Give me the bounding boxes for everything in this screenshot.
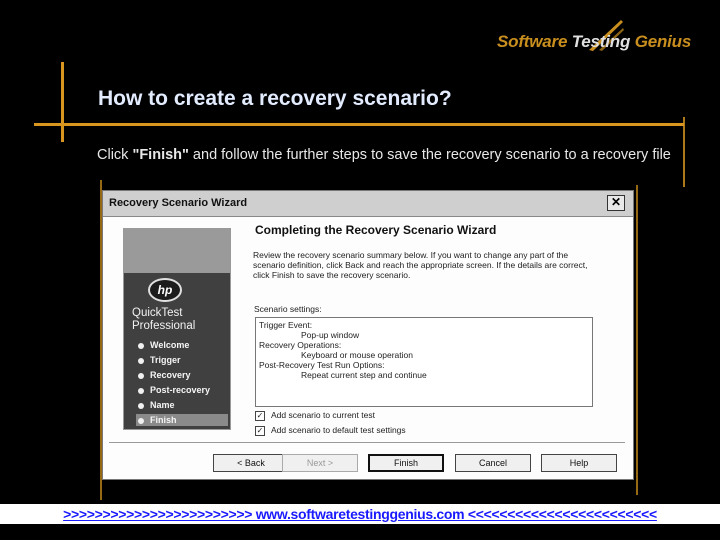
bullet-icon xyxy=(138,388,144,394)
bullet-icon xyxy=(138,418,144,424)
next-button[interactable]: Next > xyxy=(282,454,358,472)
scenario-settings-label: Scenario settings: xyxy=(254,304,322,314)
scenario-summary-box[interactable] xyxy=(255,317,593,407)
back-button[interactable]: < Back xyxy=(213,454,289,472)
wizard-side-panel xyxy=(123,228,231,430)
checkmark-icon: ✓ xyxy=(256,425,264,435)
logo-word-software: Software xyxy=(497,32,568,51)
post-recovery-label: Post-Recovery Test Run Options: xyxy=(259,360,385,370)
instruction-suffix: and follow the further steps to save the recovery scenario to a recovery file xyxy=(188,147,671,163)
recovery-wizard-dialog xyxy=(102,190,634,480)
website-link[interactable]: >>>>>>>>>>>>>>>>>>>>>>>> www.softwaretestinggenius.com <<<<<<<<<<<<<<<<<<<<<<<< xyxy=(63,506,657,522)
cancel-button[interactable]: Cancel xyxy=(455,454,531,472)
side-panel-photo xyxy=(124,229,230,273)
step-trigger: Trigger xyxy=(138,355,181,365)
close-icon[interactable]: ✕ xyxy=(607,195,625,211)
horizontal-accent-line xyxy=(34,123,684,126)
dialog-separator xyxy=(109,442,625,443)
product-name xyxy=(132,307,195,333)
bullet-icon xyxy=(138,373,144,379)
logo-word-genius: Genius xyxy=(634,32,692,51)
bullet-icon xyxy=(138,403,144,409)
step-recovery: Recovery xyxy=(138,370,191,380)
step-finish: Finish xyxy=(136,414,228,426)
product-name-line1: QuickTest xyxy=(132,307,183,319)
slide-title: How to create a recovery scenario? xyxy=(98,87,452,110)
site-logo xyxy=(497,28,712,58)
wizard-description: Review the recovery scenario summary below. If you want to change any part of the scenario definition, click Back and reach the appropriate screen. If the details are correct, click Finish to save the recovery scenario. xyxy=(253,250,588,280)
instruction-text xyxy=(97,145,687,166)
trigger-event-value: Pop-up window xyxy=(301,330,360,340)
trigger-event-label: Trigger Event: xyxy=(259,320,313,330)
wizard-heading: Completing the Recovery Scenario Wizard xyxy=(255,223,497,237)
help-button[interactable]: Help xyxy=(541,454,617,472)
bullet-icon xyxy=(138,358,144,364)
logo-word-testing: Testing xyxy=(571,32,631,51)
product-name-line2: Professional xyxy=(132,320,196,332)
dialog-titlebar xyxy=(103,191,633,217)
step-name: Name xyxy=(138,400,175,410)
recovery-operations-label: Recovery Operations: xyxy=(259,340,342,350)
recovery-operations-value: Keyboard or mouse operation xyxy=(301,350,413,360)
step-post-recovery: Post-recovery xyxy=(138,385,210,395)
bullet-icon xyxy=(138,343,144,349)
checkmark-icon: ✓ xyxy=(256,410,264,420)
add-to-default-settings-checkbox[interactable]: ✓ Add scenario to default test settings xyxy=(256,425,406,435)
vertical-accent-line xyxy=(61,62,64,142)
instruction-finish-keyword: "Finish" xyxy=(132,147,189,163)
dialog-right-accent-line xyxy=(636,185,638,495)
dialog-title: Recovery Scenario Wizard xyxy=(109,197,248,209)
step-welcome: Welcome xyxy=(138,340,189,350)
add-to-current-test-checkbox[interactable]: ✓ Add scenario to current test xyxy=(256,410,375,420)
instruction-prefix: Click xyxy=(97,147,133,163)
finish-button[interactable]: Finish xyxy=(368,454,444,472)
hp-logo-icon: hp xyxy=(148,278,182,302)
post-recovery-value: Repeat current step and continue xyxy=(301,370,427,380)
footer-bar xyxy=(0,504,720,524)
